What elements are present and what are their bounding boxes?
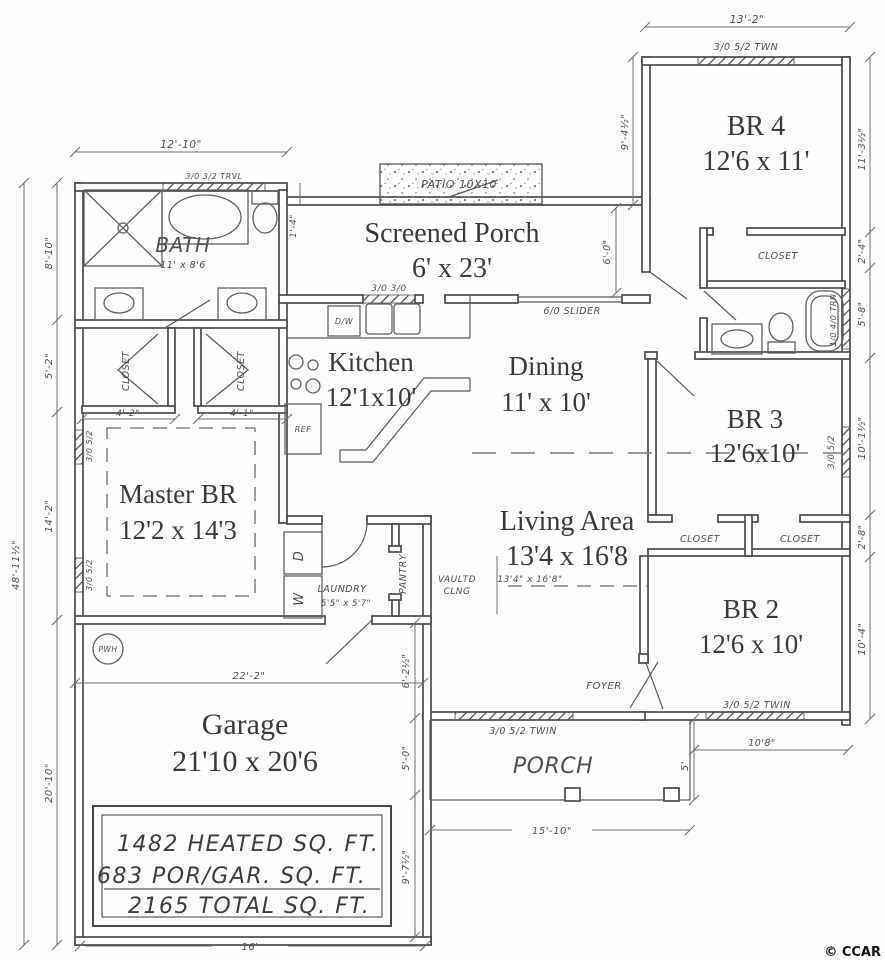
dim-r-2-8: 2'-8" xyxy=(857,524,868,550)
dim-r-5-8: 5'-8" xyxy=(857,301,868,327)
burner xyxy=(291,379,301,389)
room-dims-dining: 11' x 10' xyxy=(501,387,591,417)
water-heater-label: PWH xyxy=(98,645,118,654)
window-label-master-upper: 3/0 5/2 xyxy=(85,430,94,462)
window-label-living-front: 3/0 5/2 TWIN xyxy=(489,726,557,737)
dim-g-9-7: 9'-7½" xyxy=(401,849,412,885)
room-dims-br3: 12'6x10' xyxy=(709,438,801,468)
dim-br4-left: 9'-4½" xyxy=(620,113,631,151)
dim-br4-right: 11'-3½" xyxy=(857,127,868,171)
window-label-bath: 3/0 3/2 TRVL xyxy=(185,172,243,181)
room-dims-master: 12'2 x 14'3 xyxy=(119,515,237,545)
refrigerator-label: REF xyxy=(294,425,312,434)
dim-r-10-4: 10'-4" xyxy=(857,622,868,656)
dim-r-10-1: 10'-1½" xyxy=(857,416,868,460)
window-label-br2: 3/0 5/2 TWIN xyxy=(723,700,791,711)
sink xyxy=(721,330,753,348)
dishwasher-label: D/W xyxy=(334,317,354,326)
burner xyxy=(308,360,318,370)
porch-post xyxy=(664,788,679,801)
room-label-porch: PORCH xyxy=(512,754,594,779)
dim-left-total: 48'-11½" xyxy=(11,539,22,591)
water-heater xyxy=(93,634,123,664)
closet-label-br2: CLOSET xyxy=(780,534,820,545)
dim-left-14-2: 14'-2" xyxy=(44,499,55,533)
sink-left xyxy=(104,293,134,313)
room-dims-br4: 12'6 x 11' xyxy=(702,146,810,177)
burner xyxy=(289,355,303,369)
closet-label-master-right: CLOSET xyxy=(236,351,247,391)
room-label-bath: BATH xyxy=(155,233,211,257)
master-bath-fixtures xyxy=(84,190,278,404)
dim-porch-5: 5' xyxy=(680,760,691,772)
master-tray-ceiling xyxy=(107,428,255,596)
vaulted-note-2: CLNG xyxy=(443,587,471,597)
toilet-tank xyxy=(252,191,278,204)
porch-post xyxy=(565,788,580,801)
dim-front-porch: 15'-10" xyxy=(532,826,572,837)
dim-closet-right: 4'-1" xyxy=(230,409,254,419)
room-label-garage: Garage xyxy=(201,708,289,741)
room-label-kitchen: Kitchen xyxy=(328,347,414,377)
room-label-living: Living Area xyxy=(499,506,635,537)
window-label-kitchen: 3/0 3/0 xyxy=(371,284,407,294)
dim-closet-left: 4'-2" xyxy=(116,409,140,419)
dim-garage-width: 22'-2" xyxy=(232,671,266,682)
heated-sqft: 1482 HEATED SQ. FT. xyxy=(117,832,380,857)
dim-left-5-2: 5'-2" xyxy=(44,352,55,380)
sink-basin-right xyxy=(394,304,420,334)
vaulted-note-1: VAULTD xyxy=(437,575,477,585)
vanity xyxy=(712,324,762,354)
room-labels xyxy=(119,111,809,779)
burner xyxy=(306,379,320,393)
dim-garage-door: 16' xyxy=(241,942,259,953)
living-hand-dims: 13'4" x 16'8" xyxy=(497,575,563,585)
window-label-br4: 3/0 5/2 TWN xyxy=(713,42,779,53)
ccar-watermark: © CCAR xyxy=(824,945,881,960)
room-dims-garage: 21'10 x 20'6 xyxy=(172,745,318,778)
sink-basin-left xyxy=(366,304,392,334)
room-dims-br2: 12'6 x 10' xyxy=(698,629,804,659)
room-label-br2: BR 2 xyxy=(722,594,780,624)
dim-left-20-10: 20'-10" xyxy=(44,763,55,803)
dim-bath-width: 12'-10" xyxy=(160,139,202,151)
area-summary-box xyxy=(93,806,391,926)
room-label-foyer: FOYER xyxy=(586,681,622,692)
dim-porch-depth: 6'-0" xyxy=(602,239,613,265)
room-dims-living: 13'4 x 16'8 xyxy=(505,541,629,572)
room-dims-screened-porch: 6' x 23' xyxy=(411,253,493,284)
window-label-master-lower: 3/0 5/2 xyxy=(85,559,94,591)
room-label-laundry: LAUNDRY xyxy=(317,584,367,595)
dryer-label: D xyxy=(292,550,307,562)
room-dims-bath: 11' x 8'6 xyxy=(160,260,206,271)
dim-left-8-10: 8'-10" xyxy=(44,236,55,270)
dim-r-2-4: 2'-4" xyxy=(857,238,868,264)
room-label-master: Master BR xyxy=(119,479,237,509)
room-dims-kitchen: 12'1x10' xyxy=(325,382,417,412)
closet-label-living: CLOSET xyxy=(680,534,720,545)
room-label-screened-porch: Screened Porch xyxy=(364,218,540,249)
dim-g-5-0: 5'-0" xyxy=(401,745,412,771)
dim-br2-width: 10'8" xyxy=(748,738,776,749)
room-label-br4: BR 4 xyxy=(726,111,786,142)
room-label-br3: BR 3 xyxy=(726,404,784,434)
dim-porch-step: 1'-4" xyxy=(289,214,299,238)
sink-right xyxy=(227,293,257,313)
window-label-hall-bath: 1/0 4/0 TRN xyxy=(829,293,838,347)
toilet-bowl xyxy=(253,203,277,233)
dim-br4-width: 13'-2" xyxy=(729,14,765,26)
total-sqft: 2165 TOTAL SQ. FT. xyxy=(128,894,371,919)
window-label-br3: 3/0 5/2 xyxy=(827,435,837,469)
room-label-patio: PATIO 10X10 xyxy=(421,178,497,191)
closet-label-master-left: CLOSET xyxy=(121,351,132,391)
room-label-pantry: PANTRY xyxy=(398,553,409,595)
room-dims-laundry: 5'5" x 5'7" xyxy=(320,599,372,609)
porgar-sqft: 683 POR/GAR. SQ. FT. xyxy=(97,864,367,889)
closet-label-br4: CLOSET xyxy=(758,251,798,262)
dim-g-6-2: 6'-2½" xyxy=(401,653,412,689)
hall-bath-fixtures xyxy=(712,291,843,354)
washer-label: W xyxy=(292,592,307,606)
window-label-slider: 6/0 SLIDER xyxy=(543,306,601,317)
toilet-bowl xyxy=(769,313,793,341)
room-label-dining: Dining xyxy=(508,351,584,381)
kitchen-fixtures xyxy=(285,295,470,462)
